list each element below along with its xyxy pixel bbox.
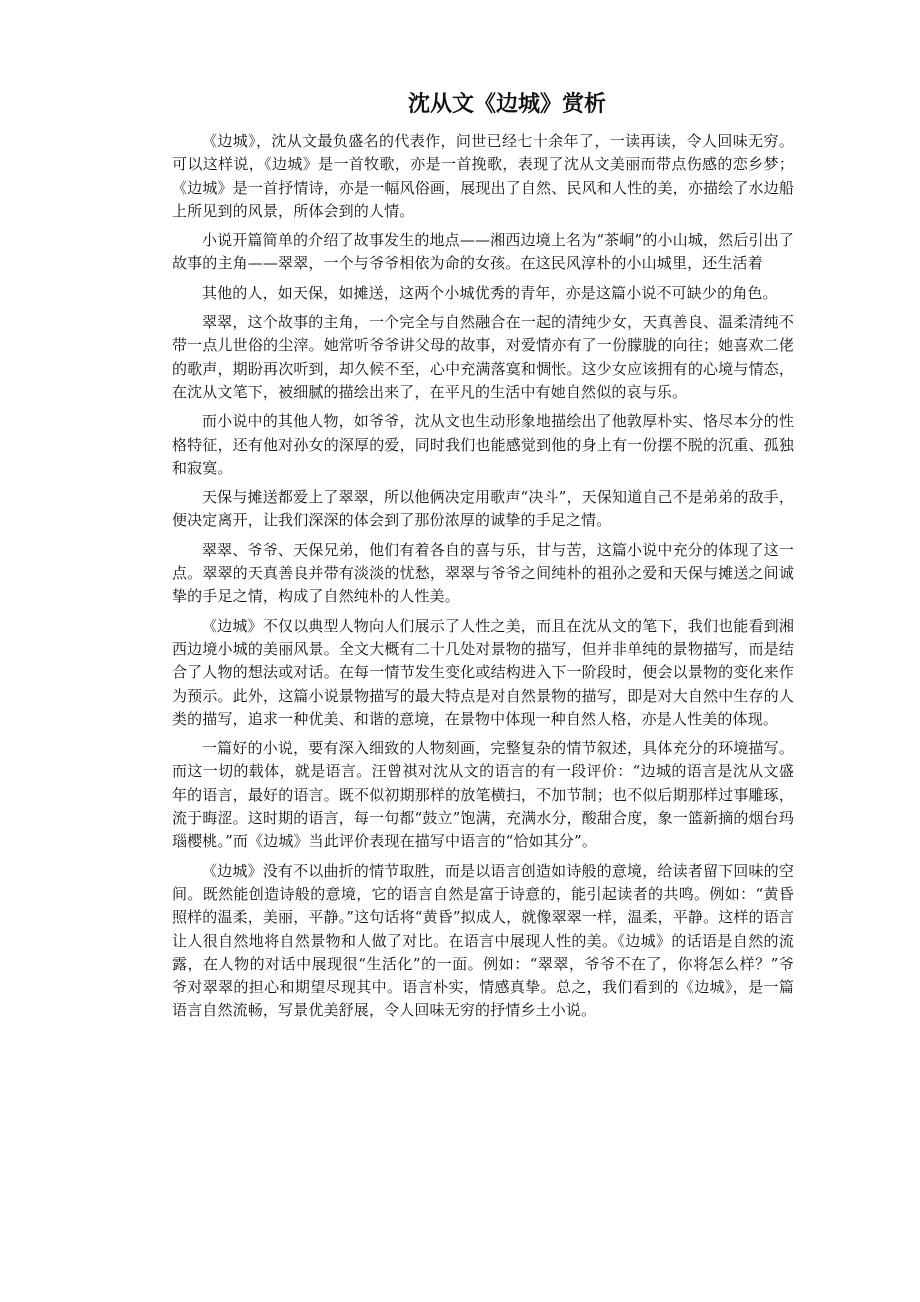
page-title: 沈从文《边城》赏析 (407, 91, 606, 117)
paragraph-5: 而小说中的其他人物，如爷爷，沈从文也生动形象地描绘出了他敦厚朴实、恪尽本分的性格特征，还有他对孙女的深厚的爱，同时我们也能感觉到他的身上有一份摆不脱的沉重、孤独和寂寞。 (172, 412, 794, 477)
paragraph-3: 其他的人，如天保，如摊送，这两个小城优秀的青年，亦是这篇小说不可缺少的角色。 (202, 283, 778, 302)
paragraph-9: 一篇好的小说，要有深入细致的人物刻画，完整复杂的情节叙述，具体充分的环境描写。而这一切的载体，就是语言。汪曾祺对沈从文的语言的有一段评价：“边城的语言是沈从文盛年的语言，最好的语言。既不似初期那样的放笔横扫，不加节制；也不似后期那样过事雕琢，流于晦涩。这时期的语言，每一句都“鼓立”饱满，充满水分，酸甜合度，象一篮新摘的烟台玛瑙樱桃。”而《边城》当此评价表现在描写中语言的“恰如其分”。 (172, 739, 794, 851)
paragraph-4: 翠翠，这个故事的主角，一个完全与自然融合在一起的清纯少女，天真善良、温柔清纯不带一点儿世俗的尘滓。她常听爷爷讲父母的故事，对爱情亦有了一份朦胧的向往；她喜欢二佬的歌声，期盼再次听到，却久候不至，心中充满落寞和惆怅。这少女应该拥有的心境与情态，在沈从文笔下，被细腻的描绘出来了，在平凡的生活中有她自然似的哀与乐。 (172, 313, 794, 401)
paragraph-8: 《边城》不仅以典型人物向人们展示了人性之美，而且在沈从文的笔下，我们也能看到湘西边境小城的美丽风景。全文大概有二十几处对景物的描写，但并非单纯的景物描写，而是结合了人物的想法或对话。在每一情节发生变化或结构进入下一阶段时，便会以景物的变化来作为预示。此外，这篇小说景物描写的最大特点是对自然景物的描写，即是对大自然中生存的人类的描写，追求一种优美、和谐的意境，在景物中体现一种自然人格，亦是人性美的体现。 (172, 616, 794, 728)
paragraph-6: 天保与摊送都爱上了翠翠，所以他俩决定用歌声“决斗”，天保知道自己不是弟弟的敌手，便决定离开，让我们深深的体会到了那份浓厚的诚挚的手足之情。 (172, 488, 794, 530)
paragraph-10: 《边城》没有不以曲折的情节取胜，而是以语言创造如诗般的意境，给读者留下回味的空间。既然能创造诗般的意境，它的语言自然是富于诗意的，能引起读者的共鸣。例如：“黄昏照样的温柔，美丽，平静。”这句话将“黄昏”拟成人，就像翠翠一样，温柔，平静。这样的语言让人很自然地将自然景物和人做了对比。在语言中展现人性的美。《边城》的话语是自然的流露，在人物的对话中展现很“生活化”的一面。例如：“翠翠，爷爷不在了，你将怎么样？”爷爷对翠翠的担心和期望尽现其中。语言朴实，情感真挚。总之，我们看到的《边城》，是一篇语言自然流畅，写景优美舒展，令人回味无穷的抒情乡土小说。 (172, 861, 794, 1020)
paragraph-7: 翠翠、爷爷、天保兄弟，他们有着各自的喜与乐，甘与苦，这篇小说中充分的体现了这一点。翠翠的天真善良并带有淡淡的忧愁，翠翠与爷爷之间纯朴的祖孙之爱和天保与摊送之间诚挚的手足之情，构成了自然纯朴的人性美。 (172, 540, 794, 606)
paragraph-2: 小说开篇简单的介绍了故事发生的地点——湘西边境上名为“茶峒”的小山城，然后引出了故事的主角——翠翠，一个与爷爷相依为命的女孩。在这民风淳朴的小山城里，还生活着 (172, 231, 794, 273)
document-page (172, 88, 794, 1029)
paragraph-1: 《边城》，沈从文最负盛名的代表作，问世已经七十余年了，一读再读，令人回味无穷。可以这样说，《边城》是一首牧歌，亦是一首挽歌，表现了沈从文美丽而带点伤感的恋乡梦；《边城》是一首抒情诗，亦是一幅风俗画，展现出了自然、民风和人性的美，亦描绘了水边船上所见到的风景，所体会到的人情。 (172, 132, 794, 220)
